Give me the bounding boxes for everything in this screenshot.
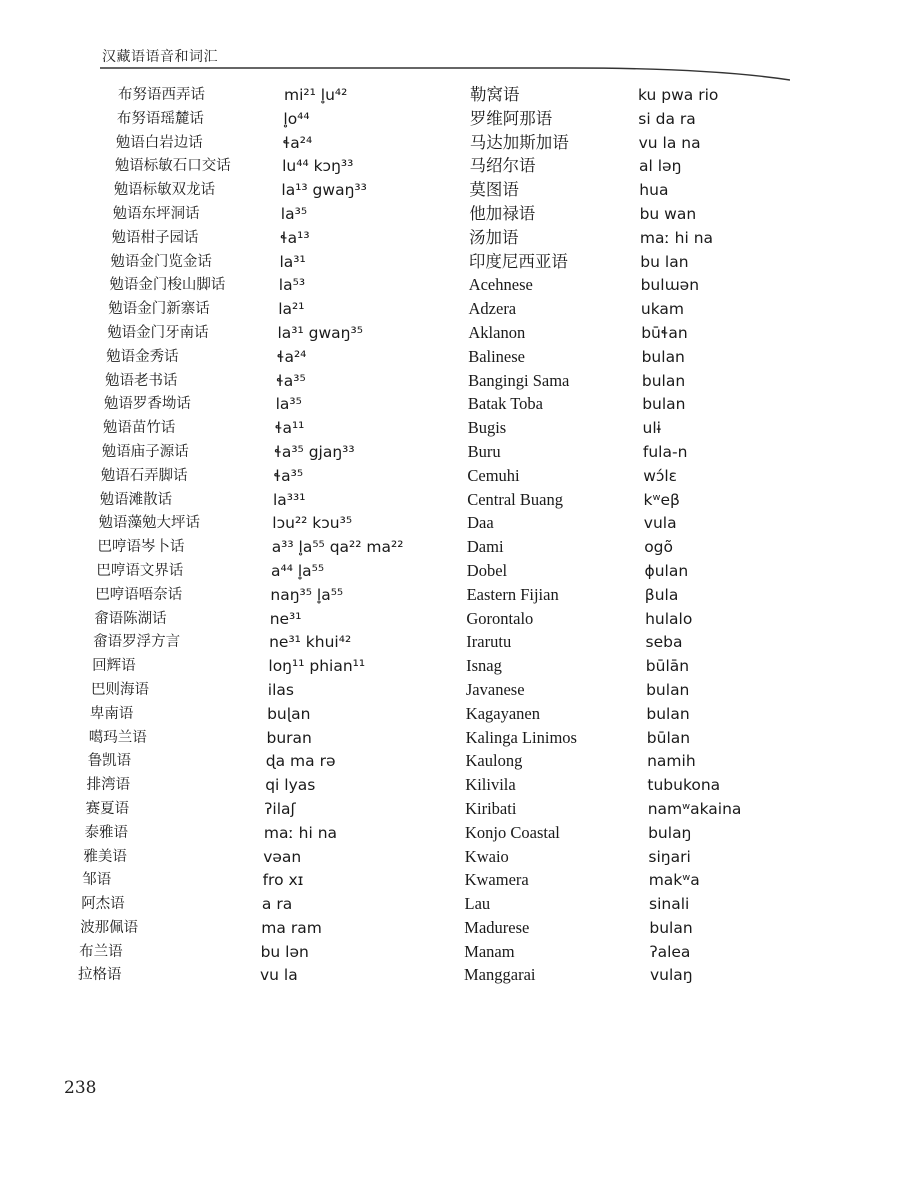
dialect-name: 勉语金门牙南话	[107, 324, 209, 341]
dialect-form: ɖa ma rə	[265, 752, 336, 771]
dialect-form: bu lən	[260, 942, 309, 961]
dialect-form: buran	[266, 728, 312, 747]
language-form: wɔ́lɛ	[643, 466, 678, 485]
language-name: 他加禄语	[469, 203, 536, 223]
dialect-name: 勉语柑子园话	[111, 229, 199, 246]
language-form: makʷa	[648, 871, 700, 890]
language-name: Kalinga Linimos	[465, 727, 577, 747]
language-name: Dobel	[466, 560, 508, 580]
table-row	[0, 465, 900, 489]
dialect-form: la³³¹	[273, 490, 306, 509]
language-form: bulan	[641, 371, 686, 390]
dialect-form: ɬa¹³	[280, 228, 310, 247]
language-name: 印度尼西亚语	[468, 251, 568, 271]
language-form: vu la na	[638, 133, 701, 152]
language-name: Aklanon	[468, 322, 526, 342]
page-number: 238	[64, 1078, 97, 1098]
language-form: bulan	[649, 918, 693, 937]
dialect-form: vu la	[260, 966, 298, 985]
dialect-form: maː hi na	[263, 823, 338, 842]
language-form: maː hi na	[639, 228, 714, 247]
dialect-form: ne³¹ khui⁴²	[269, 633, 352, 652]
language-name: Central Buang	[467, 489, 563, 509]
table-row	[0, 560, 900, 584]
table-row	[0, 631, 900, 655]
dialect-name: 巴哼语岑卜话	[97, 539, 185, 556]
language-name: Isnag	[466, 656, 502, 676]
language-form: si da ra	[638, 109, 696, 128]
language-name: 马达加斯加语	[469, 132, 569, 152]
table-row	[0, 703, 900, 727]
dialect-name: 卑南语	[89, 705, 134, 722]
dialect-form: la⁵³	[278, 276, 306, 295]
language-form: bu lan	[640, 252, 689, 271]
dialect-name: 鲁凯语	[87, 753, 132, 770]
table-row	[0, 964, 900, 988]
dialect-name: 波那佩语	[80, 919, 139, 936]
language-name: Javanese	[465, 679, 525, 699]
language-name: Kagayanen	[465, 703, 541, 723]
language-name: Kwaio	[464, 846, 509, 866]
table-row	[0, 893, 900, 917]
dialect-name: 勉语标敏双龙话	[113, 182, 216, 199]
dialect-name: 勉语藻勉大坪话	[98, 515, 200, 532]
language-form: būɬan	[641, 323, 688, 342]
language-name: 汤加语	[469, 227, 519, 247]
language-form: bulan	[641, 347, 685, 366]
table-row	[0, 441, 900, 465]
dialect-form: fro xɪ	[262, 871, 304, 890]
language-form: bulɯən	[640, 276, 700, 295]
table-row	[0, 774, 900, 798]
dialect-name: 勉语苗竹话	[102, 420, 176, 437]
dialect-name: 布兰语	[79, 943, 123, 960]
language-form: kʷeβ	[643, 490, 680, 509]
dialect-name: 勉语滩散话	[99, 491, 173, 508]
dialect-name: 畲语陈湖话	[94, 610, 167, 627]
language-form: namʷakaina	[647, 799, 742, 818]
dialect-form: ɬa³⁵	[276, 371, 306, 390]
word-list	[0, 84, 900, 988]
language-form: bulan	[646, 680, 690, 699]
dialect-name: 勉语金门梭山脚话	[109, 277, 226, 294]
dialect-form: qi lyas	[265, 776, 316, 795]
language-form: βula	[644, 585, 679, 604]
dialect-form: la³¹ gwaŋ³⁵	[277, 323, 363, 342]
language-name: Buru	[467, 441, 501, 461]
dialect-name: 勉语金门览金话	[110, 253, 212, 270]
dialect-form: a ra	[261, 895, 293, 914]
language-name: Kaulong	[465, 751, 523, 771]
table-row	[0, 179, 900, 203]
dialect-name: 布努语西弄话	[118, 87, 205, 103]
language-form: sinali	[649, 895, 690, 914]
table-row	[0, 393, 900, 417]
dialect-form: ɬa¹¹	[274, 419, 305, 438]
dialect-form: lɔu²² kɔu³⁵	[272, 514, 353, 533]
language-form: fula-n	[642, 442, 688, 461]
dialect-form: ʔilaʃ	[264, 799, 296, 818]
dialect-form: naŋ³⁵ l̥a⁵⁵	[270, 585, 344, 604]
dialect-form: mi²¹ l̥u⁴²	[284, 86, 348, 104]
language-name: Bangingi Sama	[468, 370, 570, 390]
dialect-form: la³¹	[279, 252, 306, 271]
dialect-name: 邹语	[82, 872, 112, 889]
table-row	[0, 322, 900, 346]
table-row	[0, 727, 900, 751]
language-form: hulalo	[645, 609, 693, 628]
dialect-name: 勉语金门新寨话	[108, 301, 210, 318]
language-name: Batak Toba	[467, 394, 543, 414]
language-form: būlān	[645, 657, 690, 676]
language-form: namih	[647, 752, 696, 771]
language-name: Gorontalo	[466, 608, 534, 628]
language-form: tubukona	[647, 776, 721, 795]
language-name: Kilivila	[465, 775, 516, 795]
language-form: bulan	[642, 395, 686, 414]
table-row	[0, 251, 900, 275]
dialect-form: la¹³ gwaŋ³³	[281, 181, 367, 200]
dialect-name: 勉语金秀话	[106, 348, 179, 365]
table-row	[0, 869, 900, 893]
language-form: ogõ	[644, 538, 673, 557]
table-row	[0, 750, 900, 774]
dialect-form: vəan	[263, 847, 302, 866]
language-form: ulɨ	[642, 419, 661, 438]
dialect-name: 勉语老书话	[105, 372, 178, 389]
dialect-name: 布努语瑶麓话	[116, 110, 204, 127]
table-row	[0, 536, 900, 560]
language-name: Madurese	[464, 917, 530, 937]
table-row	[0, 822, 900, 846]
dialect-form: la³⁵	[280, 204, 308, 223]
language-name: Daa	[467, 513, 494, 533]
dialect-form: a⁴⁴ l̥a⁵⁵	[271, 561, 325, 580]
dialect-name: 巴哼语文界话	[96, 562, 184, 579]
dialect-name: 阿杰语	[81, 896, 125, 913]
language-form: ʔalea	[649, 942, 691, 961]
dialect-name: 勉语标敏石口交话	[114, 158, 231, 175]
dialect-name: 噶玛兰语	[88, 729, 147, 746]
dialect-form: ɬa³⁵	[273, 466, 304, 485]
dialect-form: la²¹	[278, 300, 305, 319]
table-row	[0, 941, 900, 965]
language-form: hua	[639, 181, 669, 200]
dialect-form: ne³¹	[269, 609, 302, 628]
dialect-form: a³³ l̥a⁵⁵ qa²² ma²²	[271, 538, 404, 557]
dialect-name: 勉语东坪洞话	[112, 205, 200, 222]
language-form: bulaŋ	[648, 823, 692, 842]
table-row	[0, 846, 900, 870]
language-form: ukam	[640, 300, 685, 319]
running-header: 汉藏语语音和词汇	[102, 49, 218, 65]
language-name: 莫图语	[469, 180, 519, 200]
dialect-form: loŋ¹¹ phian¹¹	[268, 657, 366, 676]
language-name: Adzera	[468, 299, 517, 319]
table-row	[0, 584, 900, 608]
dialect-name: 排湾语	[86, 777, 131, 794]
dialect-form: ilas	[267, 680, 294, 699]
table-row	[0, 655, 900, 679]
dialect-form: la³⁵	[275, 395, 302, 414]
dialect-name: 勉语石弄脚话	[100, 467, 188, 484]
language-form: al ləŋ	[639, 157, 682, 176]
language-name: Lau	[464, 894, 491, 914]
table-row	[0, 84, 900, 108]
language-form: bulan	[646, 704, 690, 723]
language-name: Kwamera	[464, 870, 529, 890]
dialect-name: 泰雅语	[84, 824, 128, 841]
language-name: Manam	[464, 941, 515, 961]
table-row	[0, 417, 900, 441]
dialect-name: 巴哼语唔奈话	[95, 586, 183, 603]
dialect-name: 巴则海语	[91, 681, 149, 698]
table-row	[0, 108, 900, 132]
language-form: būlan	[646, 728, 691, 747]
dialect-name: 勉语庙子源话	[101, 443, 189, 460]
language-form: ɸulan	[644, 561, 689, 580]
language-name: Acehnese	[468, 275, 533, 295]
dialect-form: ma ram	[261, 918, 322, 937]
table-row	[0, 370, 900, 394]
dialect-name: 勉语罗香坳话	[103, 396, 191, 413]
dialect-name: 畲语罗浮方言	[93, 634, 181, 651]
table-row	[0, 346, 900, 370]
table-row	[0, 203, 900, 227]
table-row	[0, 155, 900, 179]
language-name: Balinese	[468, 346, 526, 366]
dialect-form: ɬa²⁴	[282, 133, 313, 152]
table-row	[0, 798, 900, 822]
language-name: Bugis	[467, 418, 507, 438]
language-name: Kiribati	[465, 798, 517, 818]
table-row	[0, 132, 900, 156]
language-name: Irarutu	[466, 632, 512, 652]
table-row	[0, 608, 900, 632]
language-form: bu wan	[639, 204, 697, 223]
language-form: ku pwa rio	[638, 86, 719, 104]
language-name: Eastern Fijian	[466, 584, 559, 604]
dialect-name: 拉格语	[78, 967, 122, 984]
language-name: Dami	[466, 537, 504, 557]
language-form: siŋari	[648, 847, 691, 866]
table-row	[0, 274, 900, 298]
language-form: vula	[643, 514, 677, 533]
language-form: seba	[645, 633, 683, 652]
dialect-name: 雅美语	[83, 848, 127, 865]
dialect-form: buɭan	[267, 704, 311, 723]
table-row	[0, 512, 900, 536]
language-form: vulaŋ	[650, 966, 693, 985]
language-name: 马绍尔语	[469, 156, 536, 176]
language-name: 勒窝语	[470, 85, 520, 104]
table-row	[0, 679, 900, 703]
language-name: Cemuhi	[467, 465, 520, 485]
dialect-name: 勉语白岩边话	[115, 134, 203, 151]
dialect-name: 赛夏语	[85, 800, 130, 817]
table-row	[0, 917, 900, 941]
table-row	[0, 298, 900, 322]
dialect-form: lu⁴⁴ kɔŋ³³	[282, 157, 354, 176]
dialect-form: ɬa²⁴	[276, 347, 307, 366]
dialect-name: 回辉语	[92, 658, 136, 675]
table-row	[0, 489, 900, 513]
dialect-form: ɬa³⁵ gjaŋ³³	[274, 442, 355, 461]
dialect-form: l̥o⁴⁴	[283, 109, 310, 128]
language-name: Manggarai	[464, 965, 536, 985]
language-name: Konjo Coastal	[465, 822, 560, 842]
table-row	[0, 227, 900, 251]
language-name: 罗维阿那语	[469, 108, 553, 128]
